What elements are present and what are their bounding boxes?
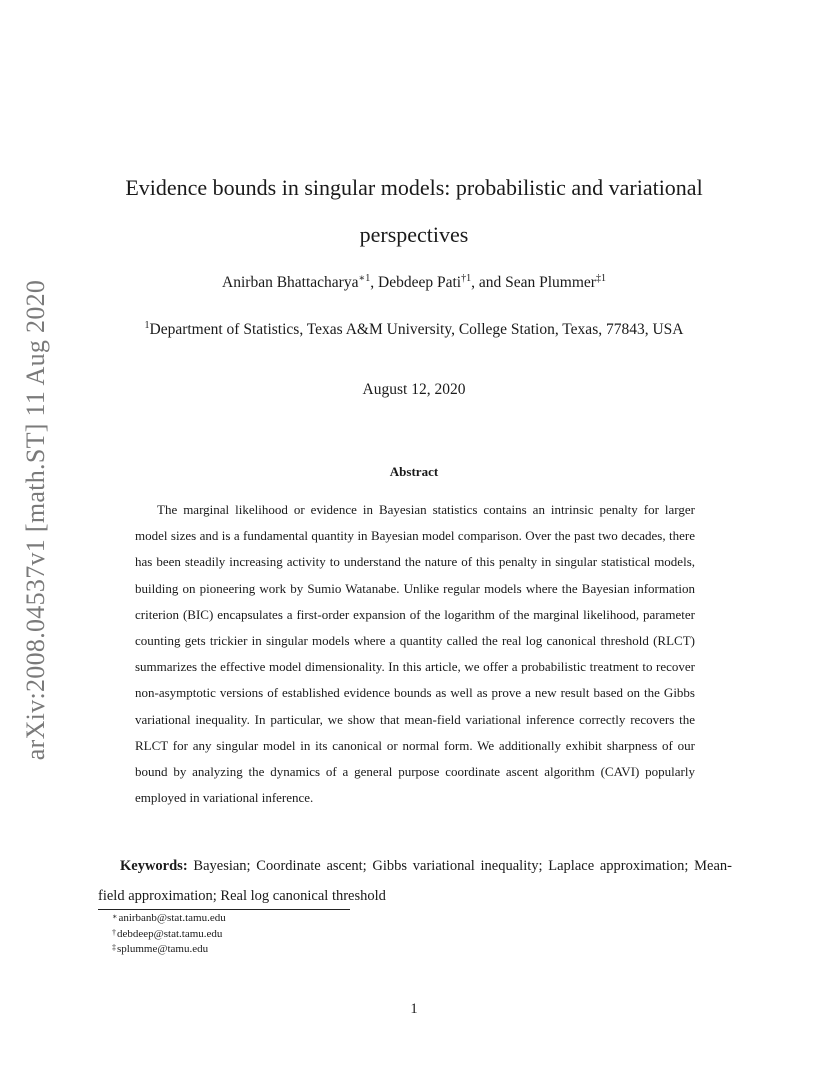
author-name: Sean Plummer: [505, 274, 596, 291]
keywords-text: Bayesian; Coordinate ascent; Gibbs variational inequality; Laplace approximation; Mean-field approximation; Real log canonical threshold: [98, 858, 733, 904]
author-separator: , and: [471, 274, 506, 291]
title-line-1: Evidence bounds in singular models: probabilistic and variational: [125, 175, 703, 200]
author-mark: ∗1: [358, 272, 371, 284]
footnote-item: [112, 942, 226, 958]
arxiv-side-stamp: [14, 265, 58, 775]
author-name: Anirban Bhattacharya: [222, 274, 359, 291]
affiliation: [90, 321, 738, 339]
footnote-mark: †: [112, 927, 116, 937]
page-number: 1: [410, 1001, 418, 1017]
footnote-mark: ‡: [112, 943, 116, 952]
publication-date: August 12, 2020: [362, 381, 466, 398]
footnote-email: debdeep@stat.tamu.edu: [117, 927, 223, 940]
author-mark: ‡1: [595, 272, 606, 284]
footnote-item: [112, 911, 226, 927]
footnote-mark: ∗: [112, 912, 118, 921]
keywords-label: Keywords:: [120, 858, 188, 874]
affiliation-text: Department of Statistics, Texas A&M University, College Station, Texas, 77843, USA: [149, 321, 684, 338]
footnote-divider: [98, 909, 350, 910]
paper-title: [90, 164, 738, 258]
affiliation-mark: 1: [144, 319, 150, 331]
author-separator: ,: [370, 274, 379, 291]
footnotes: [112, 911, 226, 958]
author-name: Debdeep Pati: [378, 274, 462, 291]
author-list: [90, 274, 738, 292]
abstract-heading: Abstract: [389, 464, 439, 479]
abstract-body: The marginal likelihood or evidence in Bayesian statistics contains an intrinsic penalty for larger model sizes and is a fundamental quantity in Bayesian model comparison. Over the past two decades, there has been steadily increasing activity to understand the nature of this penalty in singular statistical models, building on pioneering work by Sumio Watanabe. Unlike regular models where the Bayesian information criterion (BIC) encapsulates a first-order expansion of the logarithm of the marginal likelihood, parameter counting gets trickier in singular models where a quantity called the real log canonical threshold (RLCT) summarizes the effective model dimensionality. In this article, we offer a probabilistic treatment to recover non-asymptotic versions of established evidence bounds as well as prove a new result based on the Gibbs variational inequality. In particular, we show that mean-field variational inference correctly recovers the RLCT for any singular model in its canonical or normal form. We additionally exhibit sharpness of our bound by analyzing the dynamics of a general purpose coordinate ascent algorithm (CAVI) popularly employed in variational inference.: [135, 502, 695, 806]
footnote-item: [112, 927, 226, 943]
footnote-email: anirbanb@stat.tamu.edu: [118, 912, 226, 924]
keywords: [98, 851, 732, 911]
footnote-email: splumme@tamu.edu: [117, 943, 209, 955]
arxiv-identifier: arXiv:2008.04537v1 [math.ST] 11 Aug 2020: [21, 279, 50, 761]
title-line-2: perspectives: [359, 222, 469, 247]
author-mark: †1: [461, 272, 472, 284]
